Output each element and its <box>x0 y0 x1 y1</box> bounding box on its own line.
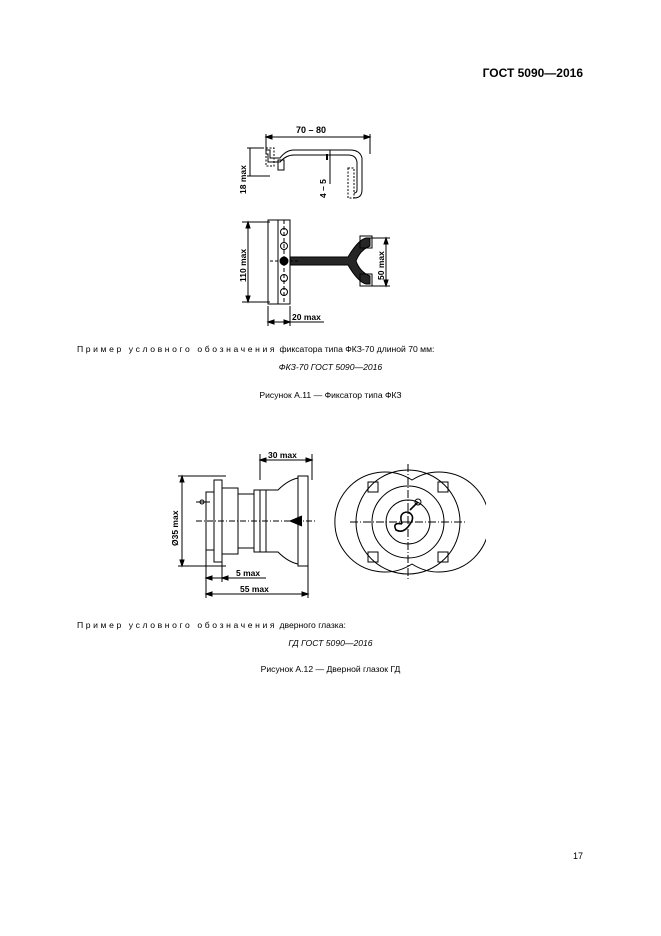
figure12-caption: Рисунок А.12 — Дверной глазок ГД <box>260 664 401 674</box>
page-number: 17 <box>572 851 583 861</box>
dim-plate-depth: 20 max <box>292 312 321 322</box>
example-rest: дверного глазка: <box>277 620 346 630</box>
figure-a11-drawing <box>230 120 400 330</box>
dim-depth: 30 max <box>268 450 297 460</box>
dim-plate-height: 110 max <box>238 248 248 282</box>
dim-length: 55 max <box>240 584 269 594</box>
dim-top-length: 70 – 80 <box>296 125 327 135</box>
dim-diameter: Ø35 max <box>170 510 180 546</box>
dim-hook-height: 50 max <box>376 251 386 280</box>
figure12-example-line <box>77 620 346 630</box>
figure-a12-drawing <box>166 450 486 606</box>
dim-flange: 5 max <box>236 568 261 578</box>
figure11-example-line <box>77 344 434 354</box>
figure11-caption: Рисунок А.11 — Фиксатор типа ФКЗ <box>259 390 402 400</box>
document-header: ГОСТ 5090—2016 <box>482 66 583 80</box>
example-label: Пример условного обозначения <box>77 344 278 354</box>
example-rest: фиксатора типа ФКЗ-70 длиной 70 мм: <box>277 344 435 354</box>
figure11-designation: ФКЗ-70 ГОСТ 5090—2016 <box>278 362 383 372</box>
example-label: Пример условного обозначения <box>77 620 278 630</box>
dim-groove: 4 – 5 <box>318 179 328 198</box>
figure12-designation: ГД ГОСТ 5090—2016 <box>288 638 373 648</box>
dim-left-height: 18 max <box>238 165 248 194</box>
